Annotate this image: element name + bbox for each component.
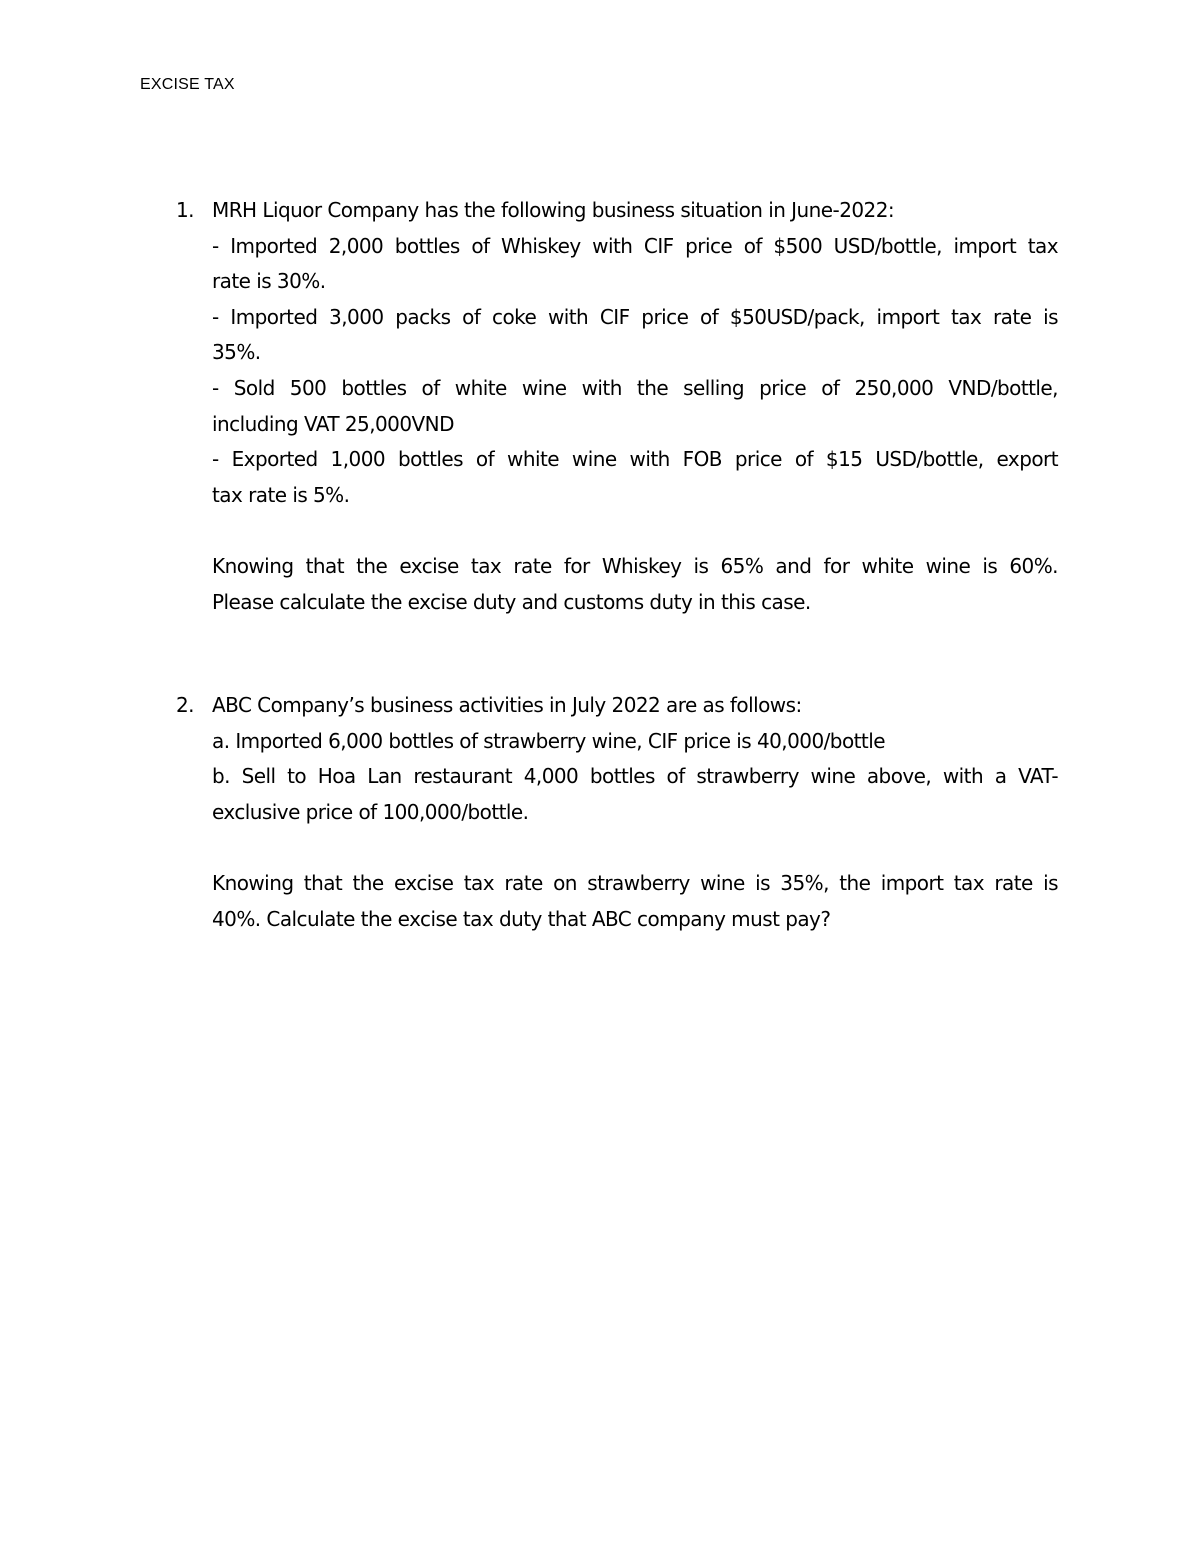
problem-1 [176, 193, 1058, 620]
problem-question-line: Please calculate the excise duty and customs duty in this case. [212, 589, 811, 614]
problem-item-line: - Imported 2,000 bottles of Whiskey with CIF price of $500 USD/bottle, import tax [212, 233, 1058, 258]
problem-item-line: a. Imported 6,000 bottles of strawberry wine, CIF price is 40,000/bottle [212, 728, 885, 753]
problem-item-line: - Imported 3,000 packs of coke with CIF price of $50USD/pack, import tax rate is [212, 304, 1058, 329]
problem-number: 1. [176, 198, 194, 222]
problem-item-line: rate is 30%. [212, 269, 326, 294]
paragraph-gap [212, 830, 1058, 866]
problem-item-line: - Exported 1,000 bottles of white wine with FOB price of $15 USD/bottle, export [212, 447, 1058, 472]
problem-item-line: including VAT 25,000VND [212, 411, 454, 436]
problem-item-line: tax rate is 5%. [212, 482, 350, 507]
problem-number: 2. [176, 693, 194, 717]
problem-question-line: Knowing that the excise tax rate on strawberry wine is 35%, the import tax rate is [212, 870, 1058, 895]
problem-intro: ABC Company’s business activities in July 2022 are as follows: [212, 693, 802, 717]
problem-intro: MRH Liquor Company has the following business situation in June-2022: [212, 198, 895, 222]
paragraph-gap [212, 513, 1058, 549]
problem-item-line: exclusive price of 100,000/bottle. [212, 799, 529, 824]
problem-item-line: - Sold 500 bottles of white wine with the selling price of 250,000 VND/bottle, [212, 375, 1058, 400]
problem-question-line: Knowing that the excise tax rate for Whiskey is 65% and for white wine is 60%. [212, 553, 1058, 578]
problem-2 [176, 688, 1058, 937]
page-header: EXCISE TAX [140, 76, 235, 93]
problem-item-line: b. Sell to Hoa Lan restaurant 4,000 bottles of strawberry wine above, with a VAT- [212, 764, 1058, 789]
problem-question-line: 40%. Calculate the excise tax duty that ABC company must pay? [212, 906, 831, 931]
problem-item-line: 35%. [212, 340, 261, 365]
